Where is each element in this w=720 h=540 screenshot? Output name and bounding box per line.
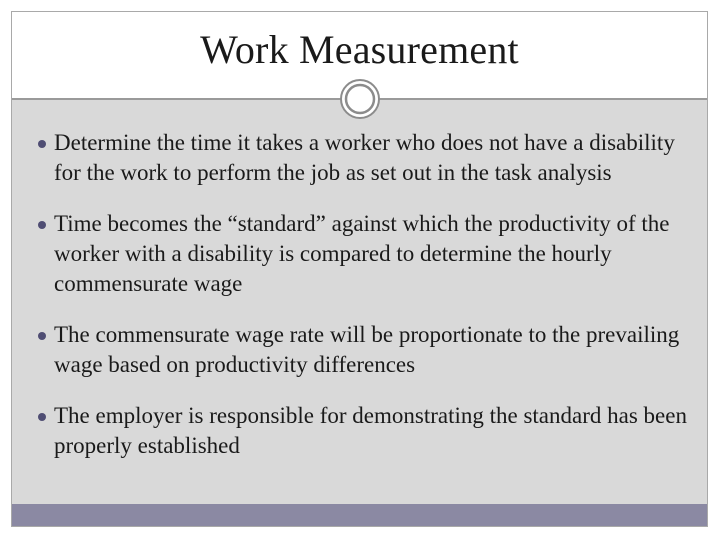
bullet-item	[38, 209, 698, 299]
bullet-dot-icon	[38, 221, 46, 229]
bullet-dot-icon	[38, 413, 46, 421]
slide-title: Work Measurement	[200, 27, 519, 72]
bullet-text: Time becomes the “standard” against which the productivity of the worker with a disability is compared to determine the hourly commensurate wage	[54, 211, 670, 296]
bullet-text: The employer is responsible for demonstrating the standard has been properly established	[54, 403, 687, 458]
bullet-item	[38, 401, 698, 461]
bullet-text: The commensurate wage rate will be proportionate to the prevailing wage based on productivity differences	[54, 322, 680, 377]
bullet-item	[38, 320, 698, 380]
bullet-dot-icon	[38, 332, 46, 340]
bullet-dot-icon	[38, 140, 46, 148]
circle-ornament-icon	[339, 78, 381, 120]
bullet-list	[38, 128, 698, 482]
bullet-item	[38, 128, 698, 188]
bullet-text: Determine the time it takes a worker who does not have a disability for the work to perform the job as set out in the task analysis	[54, 130, 675, 185]
